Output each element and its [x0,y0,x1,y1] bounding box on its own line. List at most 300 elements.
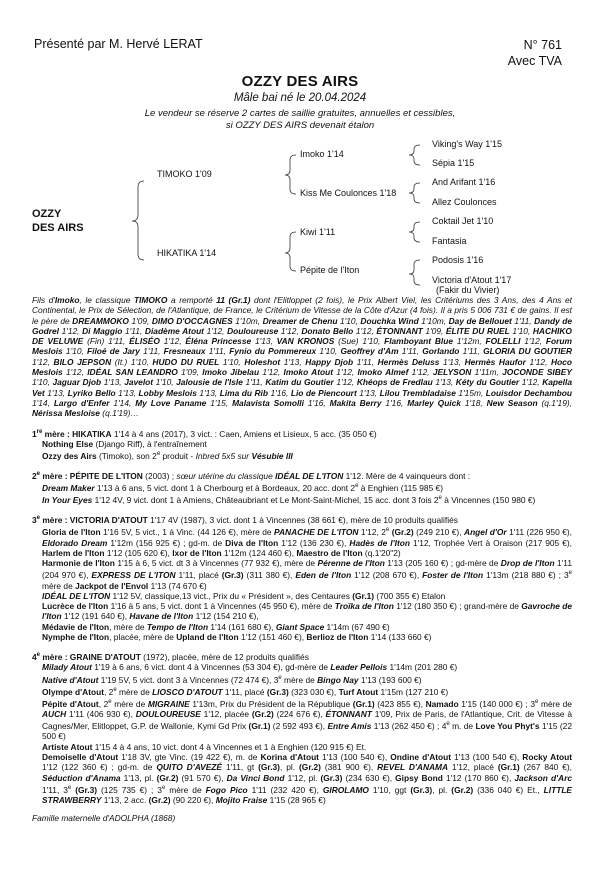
text-run: QUITO D'AVEZÉ [156,762,223,773]
produce-entry [32,673,572,685]
text-run: Fils d' [32,295,55,305]
text-run: (q.1'19)… [99,408,139,419]
pedigree-dam: HIKATIKA 1'14 [157,248,217,258]
text-run: Dreamer de Chenu [262,315,338,326]
pedigree-ddd-line-1: Victoria d'Atout 1'17 [432,275,512,285]
text-run: IDÉAL DE L'ITON [42,590,111,601]
text-run: Giant Space [275,621,325,632]
text-run: (267 840 €), [519,762,573,773]
text-run: , 2 [104,686,114,697]
text-run: Lio de Piencourt [290,387,357,398]
text-run: 1'11 (232 420 €), [247,784,323,795]
text-run: (Gr.3) [258,762,280,773]
text-run: e [355,483,359,490]
text-run: 1'14 (133 660 €) [368,631,432,642]
text-run: 1'13m (218 880 €) ; 3 [483,570,569,581]
text-run: Diadème Atout [144,325,204,336]
text-run: Korina d'Atout [260,751,319,762]
produce-entry [32,525,572,558]
horse-subtitle: Mâle bai né le 20.04.2024 [233,92,367,104]
text-run: (249 210 €), [413,527,465,538]
text-run: 1 [32,428,37,439]
produce-entry [32,752,572,805]
text-run: 1'12, [62,367,88,378]
text-run: Pépite d'Atout [42,698,99,709]
text-run: Turf Atout [338,686,379,697]
text-run: ÉLISÉO [129,336,160,347]
text-run: 3 [32,515,37,526]
produce-entry [32,662,572,672]
produce-entry [32,622,572,632]
text-run: Dream Maker [42,482,95,493]
text-run: Nymphe de l'Iton [42,631,110,642]
text-run: 1'13 à 6 ans, 5 vict. dont 1 à Cherbourg et à Bordeaux, 20 acc. dont 2 [94,482,356,493]
text-run: Fresneaux [163,346,206,357]
text-run: Douloureuse [227,325,279,336]
text-run: (Gr.1) [352,590,375,601]
text-run: Berlioz de l'Iton [306,631,369,642]
text-run: Tempo de l'Iton [146,621,209,632]
text-run: Kéty du Goutier [455,377,520,388]
pedigree-subject-line-1: OZZY [32,208,62,220]
text-run: (1972), placée, mère de 12 produits qualifiés [140,652,309,663]
text-run: Forum Meslois [32,336,572,357]
third-dam-section [32,513,572,642]
text-run: 1'12 (170 860 €), [442,772,515,783]
text-run: 1'15 (28 965 €) [267,794,326,805]
text-run: 1'10, [32,377,53,388]
text-run: Harlem de l'Iton [42,547,105,558]
text-run: (q.1'19), [537,397,572,408]
text-run: HACHIKO DE VELUWE [32,325,572,347]
pedigree-dss: Coktail Jet 1'10 [432,216,494,226]
text-run: HUDO DU RUEL [152,356,220,367]
first-dam-section [32,427,572,461]
text-run: 1'13, 2 acc. [101,794,149,805]
text-run: 1'09, [177,367,203,378]
text-run: (Gr.2) [156,772,179,783]
text-run: 1'12, [353,325,377,336]
text-run: (Gr.3) [75,784,98,795]
text-run: e [36,515,41,522]
text-run: 1'13 (205 160 €) ; gd-mère de [384,558,501,569]
text-run: 1'13, [101,377,125,388]
text-run: 1'16 5V, 5 vict., 1 à Vinc. (44 126 €), mère de [100,527,275,538]
text-run: 1'10, [62,346,88,357]
text-run: 1'15m (127 210 €) [378,686,449,697]
text-run: Diva de l'Iton [225,537,279,548]
text-run: EXPRESS DE L'ITON [91,570,176,581]
text-run: ÉTONNANT [325,708,372,719]
produce-entry [32,591,572,601]
text-run: Flamboyant Blue [384,336,454,347]
text-run: e [385,527,390,534]
text-run: Vésubie III [251,450,293,461]
text-run: Lilou Trembladaise [379,387,456,398]
text-run: Imoko Jibelau [202,367,260,378]
text-run: My Love Paname [135,397,207,408]
text-run: , mère de [109,621,147,632]
text-run: Upland de l'Iton [176,631,239,642]
text-run: Love You Phyt's [475,721,540,732]
text-run: VAN KRONOS [276,336,335,347]
text-run: 1'14m (201 280 €) [387,662,458,673]
text-run: mère de [116,686,153,697]
produce-entry [32,697,572,742]
text-run: (Gr.1) [248,721,271,732]
text-run: , pl. [432,784,452,795]
text-run: ÉLITE DU RUEL [445,325,510,336]
text-run: REVEL D'ANAMA [377,762,449,773]
text-run: Drop de l'Iton [500,558,555,569]
bracket-ss [409,145,420,165]
text-run: 1'11, placé [222,686,267,697]
text-run: 1'13, [44,387,68,398]
text-run: Fynio du Pommereux [229,346,317,357]
text-run: 1'12, [259,367,284,378]
text-run: Filoé de Jary [87,346,140,357]
text-run: 1'10, ggt [368,784,411,795]
text-run: mère : GRAINE D'ATOUT [40,652,141,663]
text-run: Demoiselle d'Atout [42,751,119,762]
dam-heading [32,513,572,525]
text-run: 1'12. Mère de 4 vainqueurs dont : [343,470,471,481]
text-run: e [446,721,450,728]
text-run: (Sue) 1'10, [334,336,385,347]
text-run: GLORIA DU GOUTIER [483,346,573,357]
text-run: (336 040 €) Et., [473,784,544,795]
text-run: 1'16, [303,397,330,408]
text-run: 1'12 (191 640 €), [61,611,130,622]
text-run: Lima du Rib [219,387,268,398]
text-run: Ixor de l'Iton [172,547,222,558]
text-run: 1'11, [242,377,266,388]
pedigree-dam-sire: Kiwi 1'11 [300,227,336,237]
text-run: e [278,674,282,681]
text-run: Khéops de Fredlau [356,377,433,388]
text-run: (Gr.2) [299,762,321,773]
text-run: Marley Quick [407,397,461,408]
text-run: Lyriko Bello [67,387,116,398]
text-run: Ondine d'Atout [390,751,452,762]
text-run: 1'12 (136 230 €), [278,537,350,548]
text-run: mère de [281,674,318,685]
text-run: (234 630 €), [342,772,396,783]
text-run: Douchka Wind [360,315,419,326]
text-run: a remporté [167,295,217,305]
text-run: 1'12, placée [200,708,252,719]
produce-entry [32,439,572,449]
text-run: (q.1'20"2) [362,547,401,558]
text-run: 1'19 à 6 ans, 6 vict. dont 4 à Vincennes (53 304 €), gd-mère de [91,662,331,673]
text-run: 1'14, [109,397,136,408]
text-run: mère : HIKATIKA [42,428,112,439]
bracket-dd [409,260,420,285]
text-run: PANACHE DE L'ITON [274,527,359,538]
text-run: 1'14 (161 680 €), [208,621,276,632]
text-run: Kapella Vet [32,377,572,398]
text-run: (Gr.3) [266,686,289,697]
text-run: 1'12 (151 460 €), [238,631,307,642]
text-run: 1'11, [139,346,164,357]
text-run: (311 380 €), [243,570,296,581]
lot-number: N° 761 [523,38,562,52]
text-run: 1'10m, [418,315,449,326]
text-run: Rocky Atout [522,751,573,762]
text-run: mère de [538,698,572,709]
text-run: Geoffrey d'Am [340,346,399,357]
text-run: 1'11, gt [222,762,259,773]
text-run: (381 900 €), [320,762,378,773]
text-run: JELYSON [432,367,472,378]
text-run: (Gr.3) [410,784,433,795]
pedigree-ssd: Sépia 1'15 [432,158,475,168]
text-run: 1'12, [408,367,433,378]
text-run: 11 (Gr.1) [216,295,251,305]
text-run: Lobby Meslois [138,387,197,398]
text-run: 1'15 (140 000 €) ; 3 [458,698,536,709]
text-run: Da Vinci Bond [226,772,285,783]
text-run: mère de [42,580,76,591]
text-run: Nothing Else [42,438,94,449]
text-run: (323 030 €), [288,686,339,697]
text-run: e [108,698,112,705]
text-run: 1'12 (208 670 €), [351,570,423,581]
text-run: 1'10, [337,315,361,326]
text-run: 1'09, [422,325,446,336]
text-run: 1'14, [32,397,54,408]
pedigree-sire-dam: Kiss Me Coulonces 1'18 [300,188,397,198]
text-run: (Django Riff), à l'entraînement [93,438,207,449]
text-run: 1'12, [203,325,228,336]
text-run: (2 592 493 €), [270,721,328,732]
text-run: (It.) 1'10, [111,356,153,367]
text-run: à Enghien (115 985 €) [358,482,444,493]
text-run: produit - [160,450,196,461]
pedigree-chart [0,0,600,300]
text-run: Hadès de l'Iton [349,537,410,548]
text-run: Gipsy Bond [395,772,443,783]
text-run: 1'12, [159,336,186,347]
text-run: 1'17 4V (1987), 3 vict. dont 1 à Vincennes (38 661 €), mère de 10 produits qualifiés [147,515,458,526]
text-run: e [156,450,161,457]
produce-entry [32,493,572,505]
text-run: 1'12, [333,377,357,388]
text-run: 1'13, [196,387,220,398]
text-run: Troïka de l'Iton [334,601,394,612]
pedigree-ddd-line-2: (Fakir du Vivier) [436,285,500,295]
text-run: 1'10, [219,356,245,367]
text-run: 1'14m (67 490 €) [324,621,390,632]
text-run: (Gr.2) [451,784,474,795]
text-run: 1'12m (124 460 €), [221,547,297,558]
text-run: 1'12, [32,356,54,367]
text-run: (Gr.1) [352,698,375,709]
text-run: (Timoko), son 2 [96,450,157,461]
pedigree-dds: Podosis 1'16 [432,255,484,265]
text-run: 1'15 à 6, 5 vict. dt 3 à Vincennes (77 932 €), mère de [114,558,318,569]
text-run: 1'13 (74 670 €) [148,580,207,591]
text-run: 1'13, [432,377,456,388]
text-run: 1'13, [280,356,306,367]
text-run: (91 570 €), [178,772,227,783]
text-run: Hermès Haufor [464,356,526,367]
text-run: 1'11, [122,325,145,336]
text-run: , pl. [279,762,300,773]
text-run: 1'11, 3 [42,784,68,795]
text-run: (Gr.2) [251,708,274,719]
text-run: 1'16 à 5 ans, 5 vict. dont 1 à Vincennes (45 950 €), mère de [108,601,335,612]
text-run: 1'12m, [453,336,486,347]
pedigree-sds: And Arifant 1'16 [432,177,496,187]
text-run: New Season [486,397,538,408]
text-run: 1'09, Prix de Paris, de l'Atlantique, Crit. de Vitesse à Cagnes/Mer, Elitloppet, G.P. de Wallonie, Kymi Gd Prix [42,708,573,732]
text-run: sœur utérine du classique [176,470,276,481]
text-run: 1'12, [519,377,543,388]
dam-heading [32,469,572,481]
text-run: In Your Eyes [42,495,93,506]
text-run: Native d'Atout [42,674,99,685]
text-run: ÉTONNANT [376,325,423,336]
text-run: Gavroche de l'Iton [42,601,572,622]
pedigree-sire: TIMOKO 1'09 [157,169,212,179]
text-run: mère : VICTORIA D'ATOUT [40,515,148,526]
text-run: DOULOUREUSE [135,708,201,719]
text-run: Leader Pellois [330,662,388,673]
text-run: LITTLE STRAWBERRY [42,784,573,805]
text-run: 1'11 (204 970 €), [42,558,572,581]
text-run: 1'11, [205,346,230,357]
text-run: 4 [32,652,37,663]
sire-paragraph [32,295,572,419]
text-run: Bingo Nay [317,674,359,685]
dam-heading [32,427,572,439]
text-run: BILO JEPSON [53,356,112,367]
text-run: TIMOKO [133,295,168,305]
pedigree-ddd [432,275,511,295]
text-run: Jackpot de l'Envol [75,580,149,591]
text-run: Makita Berry [329,397,382,408]
bracket-root [132,181,144,260]
text-run: 1'14 à 4 ans (2017), 3 vict. : Caen, Amiens et Lisieux, 5 acc. (35 050 €) [111,428,377,439]
fourth-dam-section [32,650,572,805]
text-run: Louisdor Dechambou [485,387,572,398]
text-run: , placée, mère de [109,631,177,642]
produce-entry [32,449,572,461]
text-run: (90 220 €), [170,794,216,805]
text-run: mère : PÉPITE DE L'ITON [40,470,143,481]
text-run: 1'13, pl. [120,772,157,783]
text-run: 1'12, [520,336,546,347]
text-run: 1'12, pl. [284,772,321,783]
text-run: 1'16, [267,387,291,398]
text-run: 1'12 (105 620 €), [104,547,173,558]
text-run: e [438,495,442,502]
text-run: à Vincennes (150 980 €) [441,495,536,506]
pedigree-sdd: Allez Coulonces [432,197,497,207]
produce-entry [32,481,572,493]
text-run: Namado [425,698,459,709]
presenter-line: Présenté par M. Hervé LERAT [34,37,203,51]
text-run: mère de [111,698,148,709]
text-run: 1'16, [381,397,408,408]
text-run: Havane de l'Iton [129,611,194,622]
text-run: 1'11, [511,315,535,326]
bracket-ds [409,222,420,242]
text-run: DIMO D'OCCAGNES [151,315,233,326]
text-run: FOLELLI [485,336,521,347]
text-run: Nérissa Mesloise [32,408,100,419]
text-run: Imoko [54,295,80,305]
pedigree-sss: Viking's Way 1'15 [432,139,502,149]
text-run: Eden de l'Iton [295,570,352,581]
text-run: Jalousie de l'Isle [176,377,243,388]
text-run: 1'12 5V, classique,13 vict., Prix du « Président », des Centaures [110,590,353,601]
text-run: Jackson d'Arc [514,772,573,783]
text-run: Eldorado Dream [42,537,108,548]
text-run: AUCH [42,708,67,719]
text-run: 1'11, [459,346,484,357]
text-run: 1'11, placé [175,570,222,581]
pedigree-subject [32,207,84,235]
text-run: , le classique [79,295,134,305]
text-run: 1'13 (100 540 €), [451,751,523,762]
text-run: mère de [165,784,206,795]
text-run: IDÉAL DE L'ITON [275,470,344,481]
text-run: Inbred 5x5 sur [195,450,252,461]
text-run: Mojito Fraise [215,794,268,805]
text-run: 1'12 (154 210 €), [193,611,259,622]
text-run: Éléna Princesse [185,336,252,347]
text-run: e [568,570,572,577]
text-run: m. de [449,721,476,732]
text-run: (423 855 €), [374,698,426,709]
maternal-family-footer: Famille maternelle d'ADOLPHA (1868) [32,813,176,824]
text-run: 1'12, [525,356,552,367]
bracket-sire [285,155,296,194]
text-run: 1'13, [356,387,380,398]
text-run: (2003) ; [142,470,177,481]
text-run: MIGRAINE [147,698,190,709]
text-run: Médavie de l'Iton [42,621,110,632]
produce-entry [32,601,572,622]
text-run: Di Maggio [82,325,123,336]
text-run: Gorlando [422,346,460,357]
seller-note-line-1: Le vendeur se réserve 2 cartes de saillie gratuites, annuelles et cessibles, [144,108,456,119]
pedigree-subject-line-2: DES AIRS [32,222,84,234]
text-run: 1'18 3V, gte Vinc. (19 422 €), m. de [118,751,261,762]
seller-note-line-2: si OZZY DES AIRS devenait étalon [225,120,375,131]
text-run: dont l'Elitloppet (2 fois), le Prix Albert Viel, les Critériums des 3 Ans, des 4 Ans et Continental, le Prix de Sélection, de l'Atlantique, de France, le Critérium de Vitesse de la Côte d'Azur (4 fois). Il a pris 5 006 731 € de gains. Il est le père de [32,295,572,326]
text-run: Foster de l'Iton [422,570,484,581]
text-run: 1'12, [333,367,358,378]
text-run: 1'13, [115,387,139,398]
text-run: 1'11m, [471,367,503,378]
text-run: Fogo Pico [205,784,248,795]
text-run: 1'13 (262 450 €) ; 4 [371,721,447,732]
text-run: Angel d'Or [464,527,507,538]
text-run: (700 355 €) Etalon [374,590,446,601]
text-run: Artiste Atout [42,741,93,752]
text-run: (Fin) 1'11, [83,336,130,347]
text-run: 1'10, [509,325,533,336]
text-run: Séduction d'Anama [42,772,121,783]
text-run: , 2 [98,698,109,709]
text-run: e [161,784,166,791]
text-run: Katim du Goutier [265,377,334,388]
bracket-sd [409,183,420,203]
pedigree-notes [32,295,572,824]
